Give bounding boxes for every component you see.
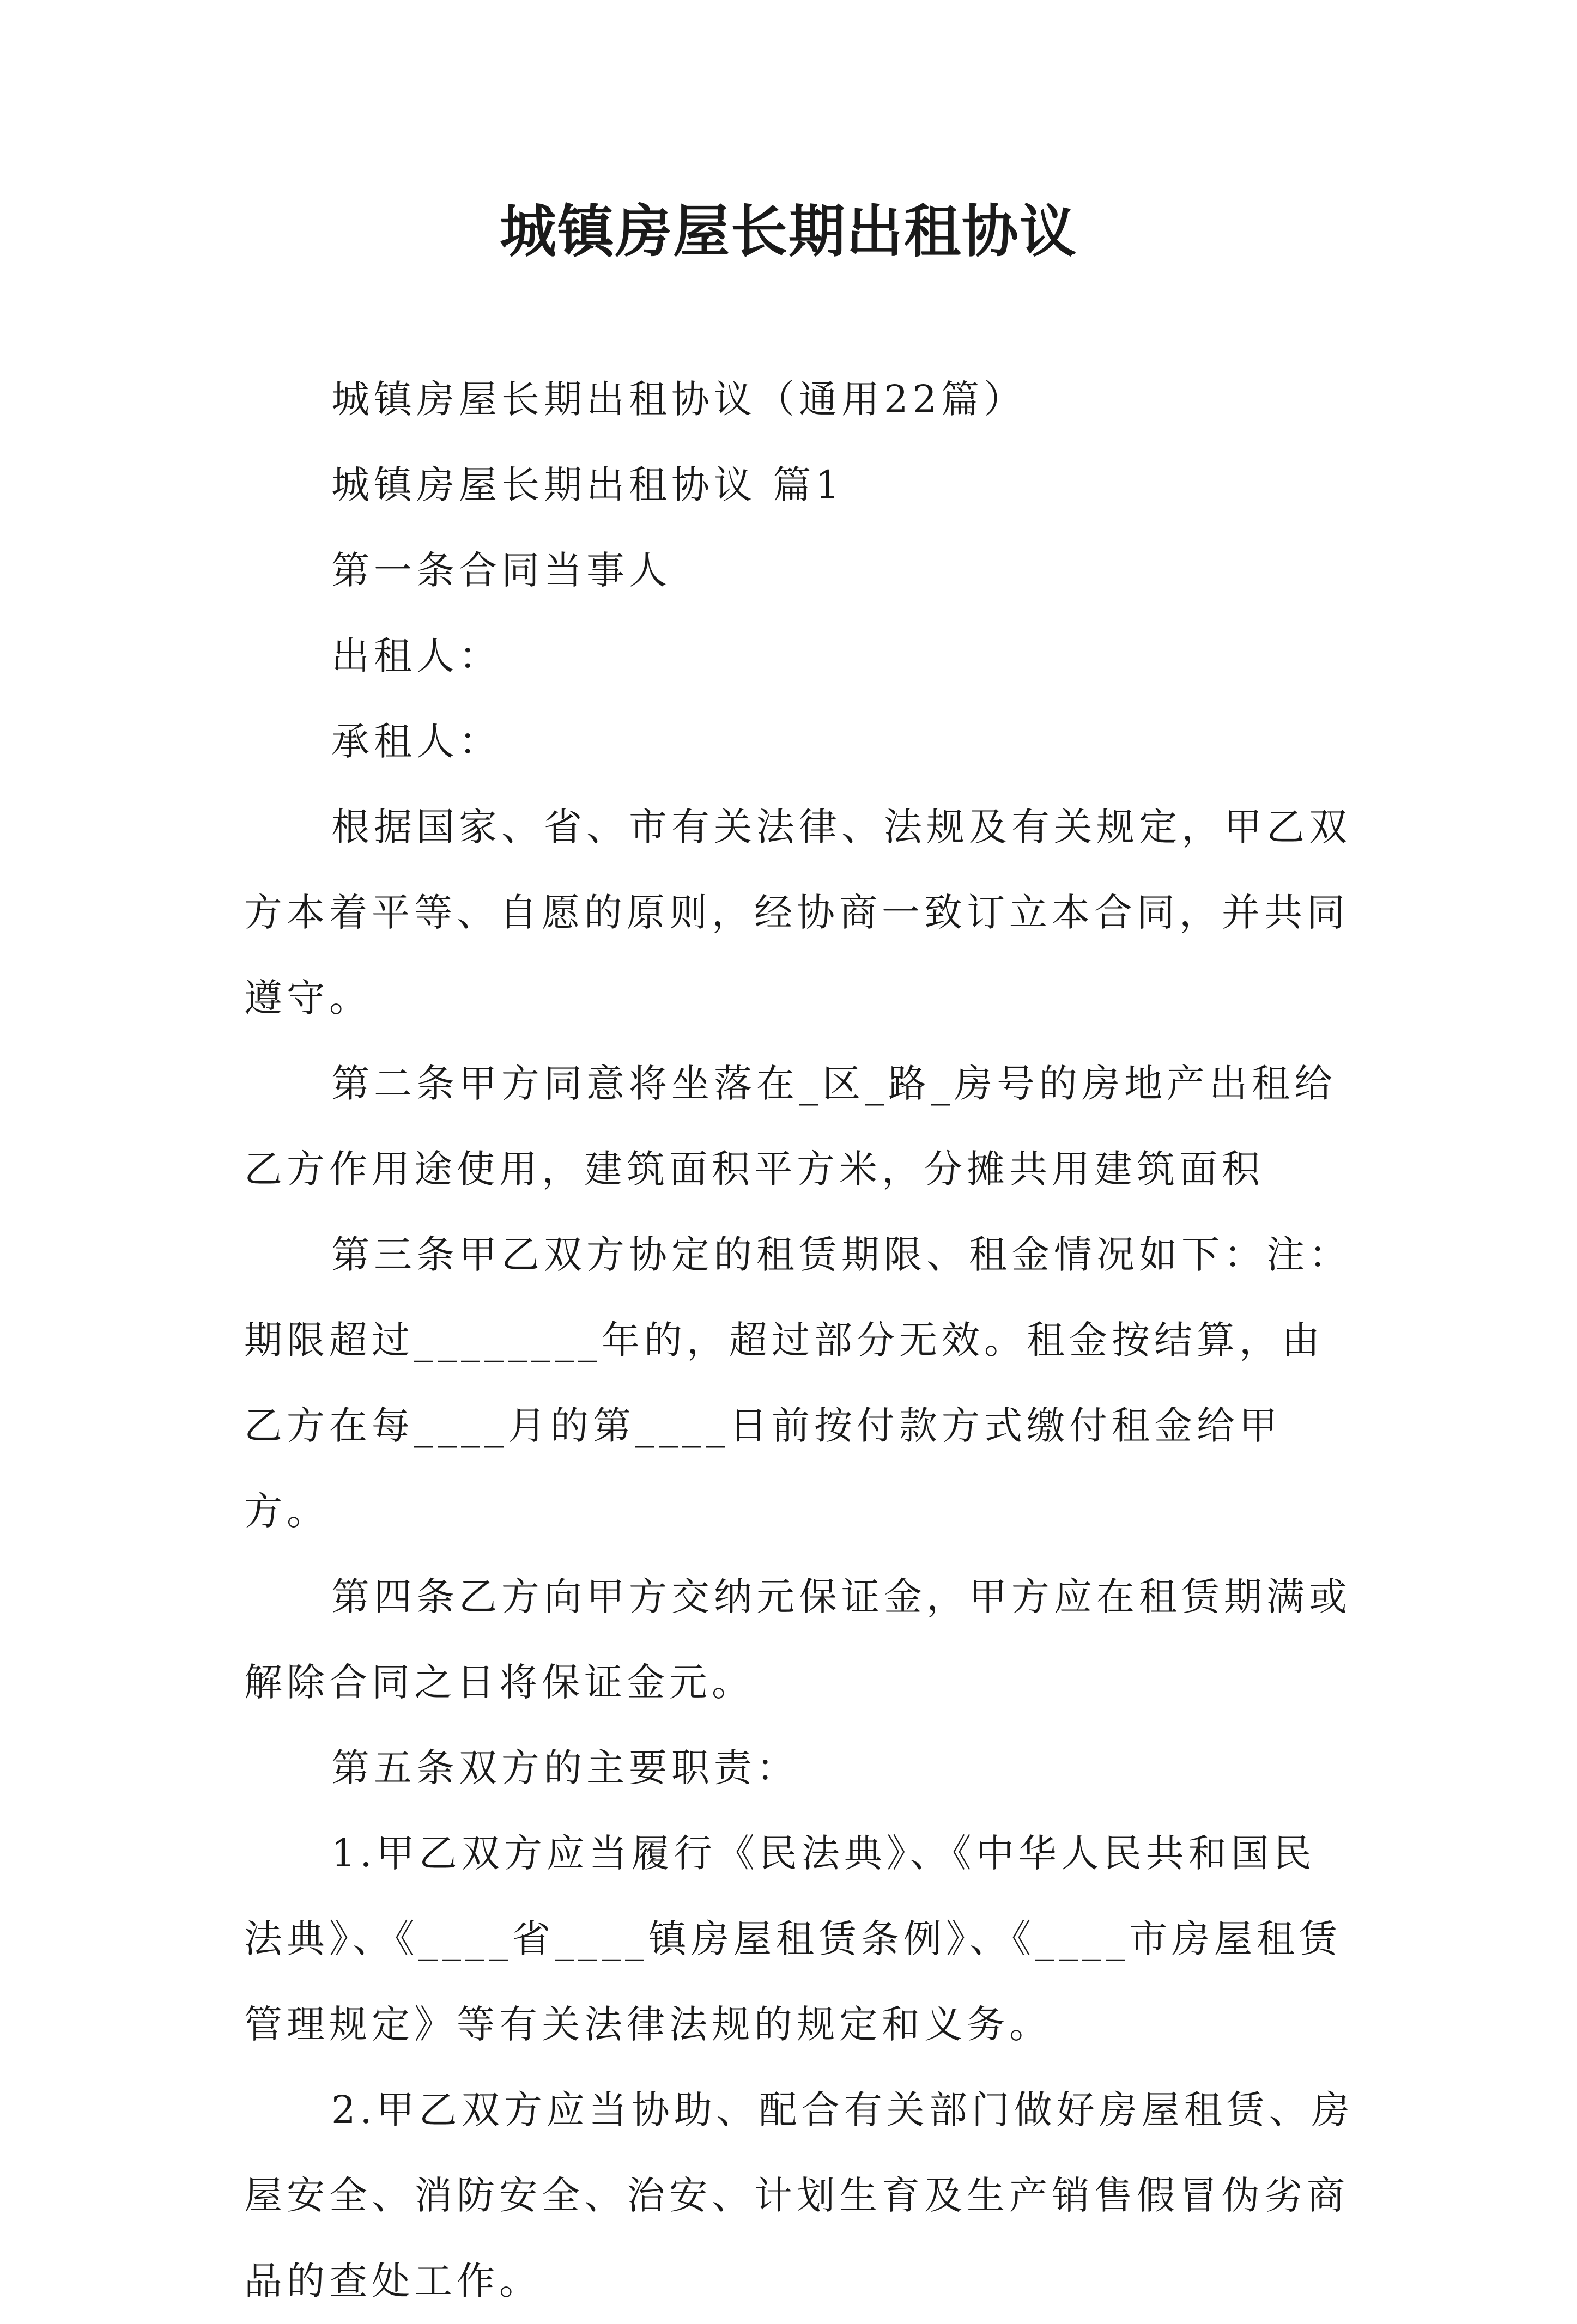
clause-5-item-1: 1.甲乙双方应当履行《民法典》、《中华人民共和国民法典》、《____省____镇房屋租赁条例》、《____市房屋租赁管理规定》等有关法律法规的规定和义务。: [244, 1831, 1342, 2047]
lessor-line: 出租人：: [331, 634, 501, 678]
clause-5-heading: 第五条双方的主要职责：: [331, 1745, 799, 1790]
lessee-line: 承租人：: [331, 719, 501, 764]
clause-3-paragraph: 第三条甲乙双方协定的租赁期限、租金情况如下：注：期限超过________年的，超过部分无效。租金按结算，由乙方在每____月的第____日前按付款方式缴付租金给甲方。: [244, 1232, 1351, 1534]
subtitle-paragraph: 城镇房屋长期出租协议（通用22篇）: [331, 377, 1027, 422]
clause-1-heading: 第一条合同当事人: [331, 548, 671, 593]
clause-2-paragraph: 第二条甲方同意将坐落在_区_路_房号的房地产出租给乙方作用途使用，建筑面积平方米，分摊共用建筑面积: [244, 1061, 1337, 1191]
preamble-paragraph: 根据国家、省、市有关法律、法规及有关规定，甲乙双方本着平等、自愿的原则，经协商一致订立本合同，并共同遵守。: [244, 805, 1351, 1020]
section-heading: 城镇房屋长期出租协议 篇1: [331, 463, 844, 507]
document-title: 城镇房屋长期出租协议: [499, 198, 1077, 265]
document-body: [244, 357, 1356, 2324]
clause-5-item-2: 2.甲乙双方应当协助、配合有关部门做好房屋租赁、房屋安全、消防安全、治安、计划生育及生产销售假冒伪劣商品的查处工作。: [244, 2088, 1354, 2303]
clause-4-paragraph: 第四条乙方向甲方交纳元保证金，甲方应在租赁期满或解除合同之日将保证金元。: [244, 1574, 1351, 1705]
